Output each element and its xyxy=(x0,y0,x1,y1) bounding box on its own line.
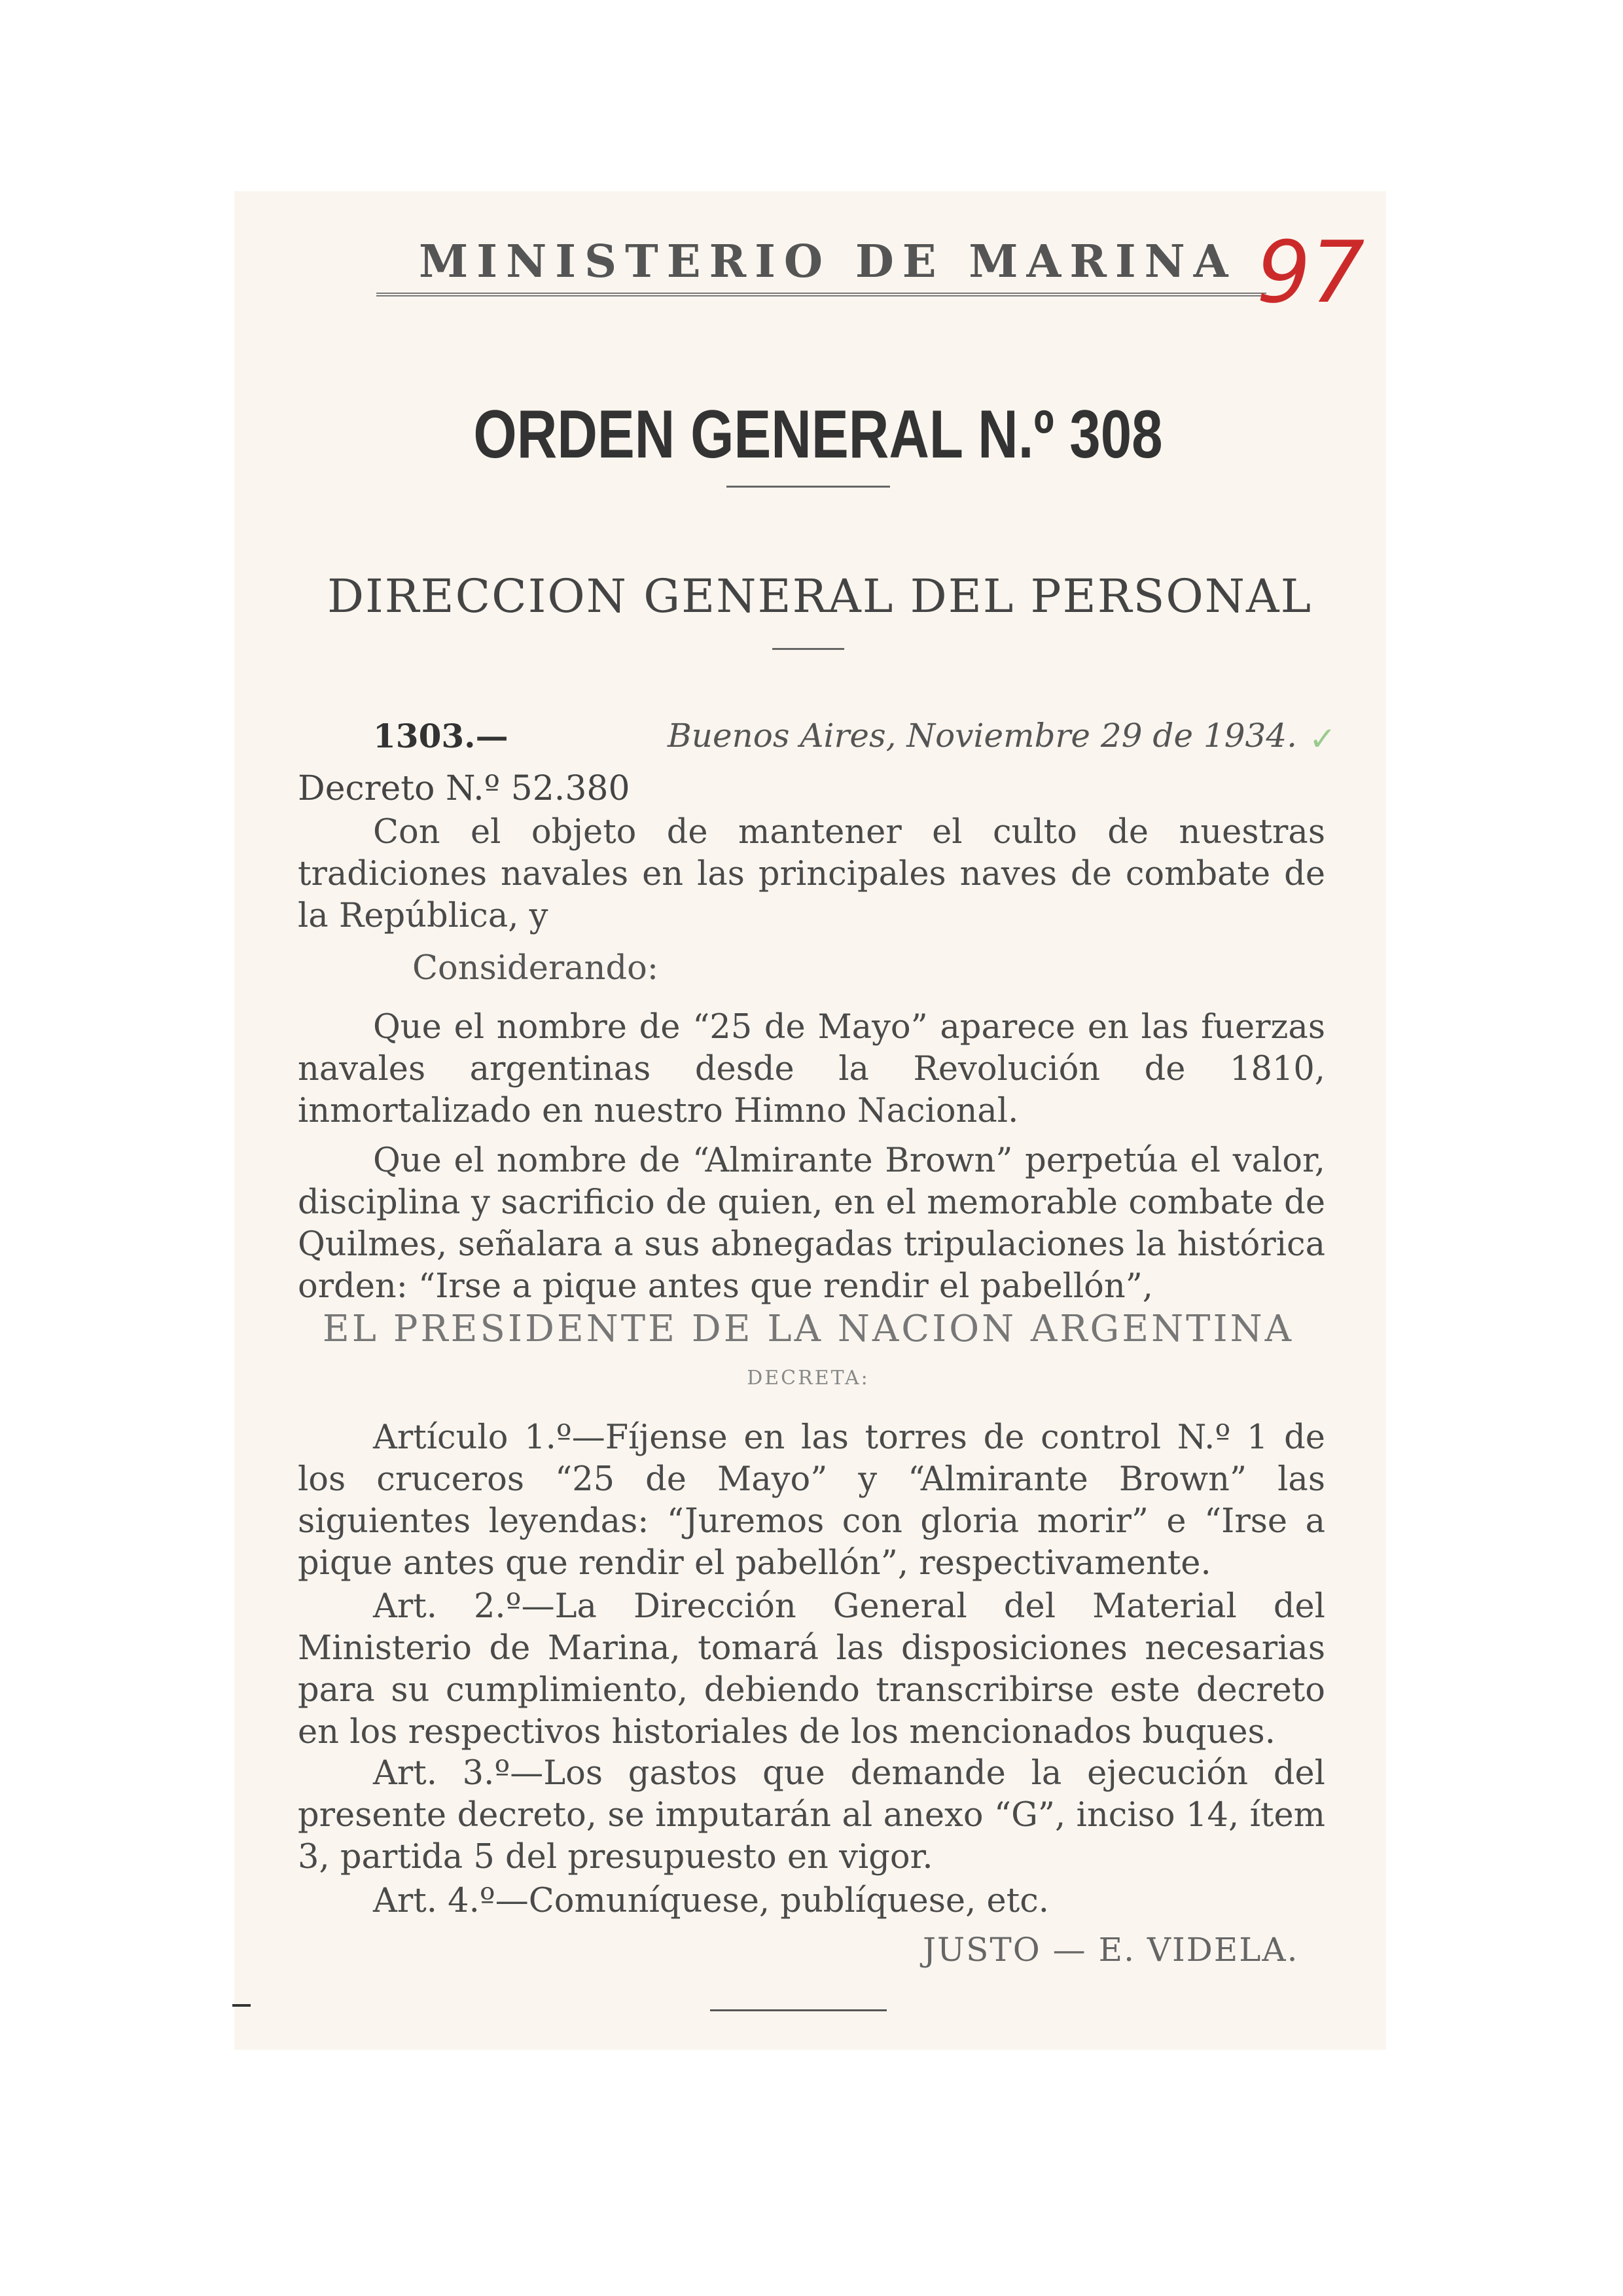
decreta-label: DECRETA: xyxy=(747,1367,870,1390)
title-divider xyxy=(726,486,890,488)
ministry-header: MINISTERIO DE MARINA xyxy=(419,236,1237,288)
closing-divider xyxy=(710,2009,887,2011)
article-2: Art. 2.º—La Dirección General del Material del Ministerio de Marina, tomará las disposiciones necesarias para su cumplimiento, debiendo transcribirse este decreto en los respectivos historiales de los mencionados buques. xyxy=(298,1587,1325,1751)
whereas-paragraph-2: Que el nombre de “Almirante Brown” perpetúa el valor, disciplina y sacrificio de quien, en el memorable combate de Quilmes, señalara a sus abnegadas tripulaciones la histórica orden: “Irse a pique antes que rendir el pabellón”, xyxy=(298,1141,1325,1306)
check-mark-icon: ✓ xyxy=(1309,720,1336,758)
section-divider xyxy=(772,648,844,650)
president-heading: EL PRESIDENTE DE LA NACION ARGENTINA xyxy=(322,1308,1294,1350)
handwritten-annotation: 97 xyxy=(1257,223,1365,322)
considerando-label: Considerando: xyxy=(412,949,659,988)
date-line: Buenos Aires, Noviembre 29 de 1934. xyxy=(668,717,1298,755)
article-4: Art. 4.º—Comuníquese, publíquese, etc. xyxy=(373,1882,1049,1920)
whereas-paragraph-1: Que el nombre de “25 de Mayo” aparece en las fuerzas navales argentinas desde la Revolución de 1810, inmortalizado en nuestro Himno Nacional. xyxy=(298,1008,1325,1130)
order-title: ORDEN GENERAL N.º 308 xyxy=(473,397,1163,473)
margin-mark xyxy=(232,2004,251,2007)
preamble-paragraph: Con el objeto de mantener el culto de nuestras tradiciones navales en las principales naves de combate de la República, y xyxy=(298,813,1325,935)
article-1: Artículo 1.º—Fíjense en las torres de control N.º 1 de los cruceros “25 de Mayo” y “Almirante Brown” las siguientes leyendas: “Juremos con gloria morir” e “Irse a pique antes que rendir el pabellón”, respectivamente. xyxy=(298,1418,1325,1583)
article-3: Art. 3.º—Los gastos que demande la ejecución del presente decreto, se imputarán al anexo “G”, inciso 14, ítem 3, partida 5 del presupuesto en vigor. xyxy=(298,1754,1325,1876)
header-double-rule xyxy=(376,293,1266,296)
directorate-heading: DIRECCION GENERAL DEL PERSONAL xyxy=(327,569,1313,623)
entry-number: 1303.— xyxy=(373,717,508,755)
signature-line: JUSTO — E. VIDELA. xyxy=(923,1931,1299,1969)
decree-number: Decreto N.º 52.380 xyxy=(298,769,630,808)
